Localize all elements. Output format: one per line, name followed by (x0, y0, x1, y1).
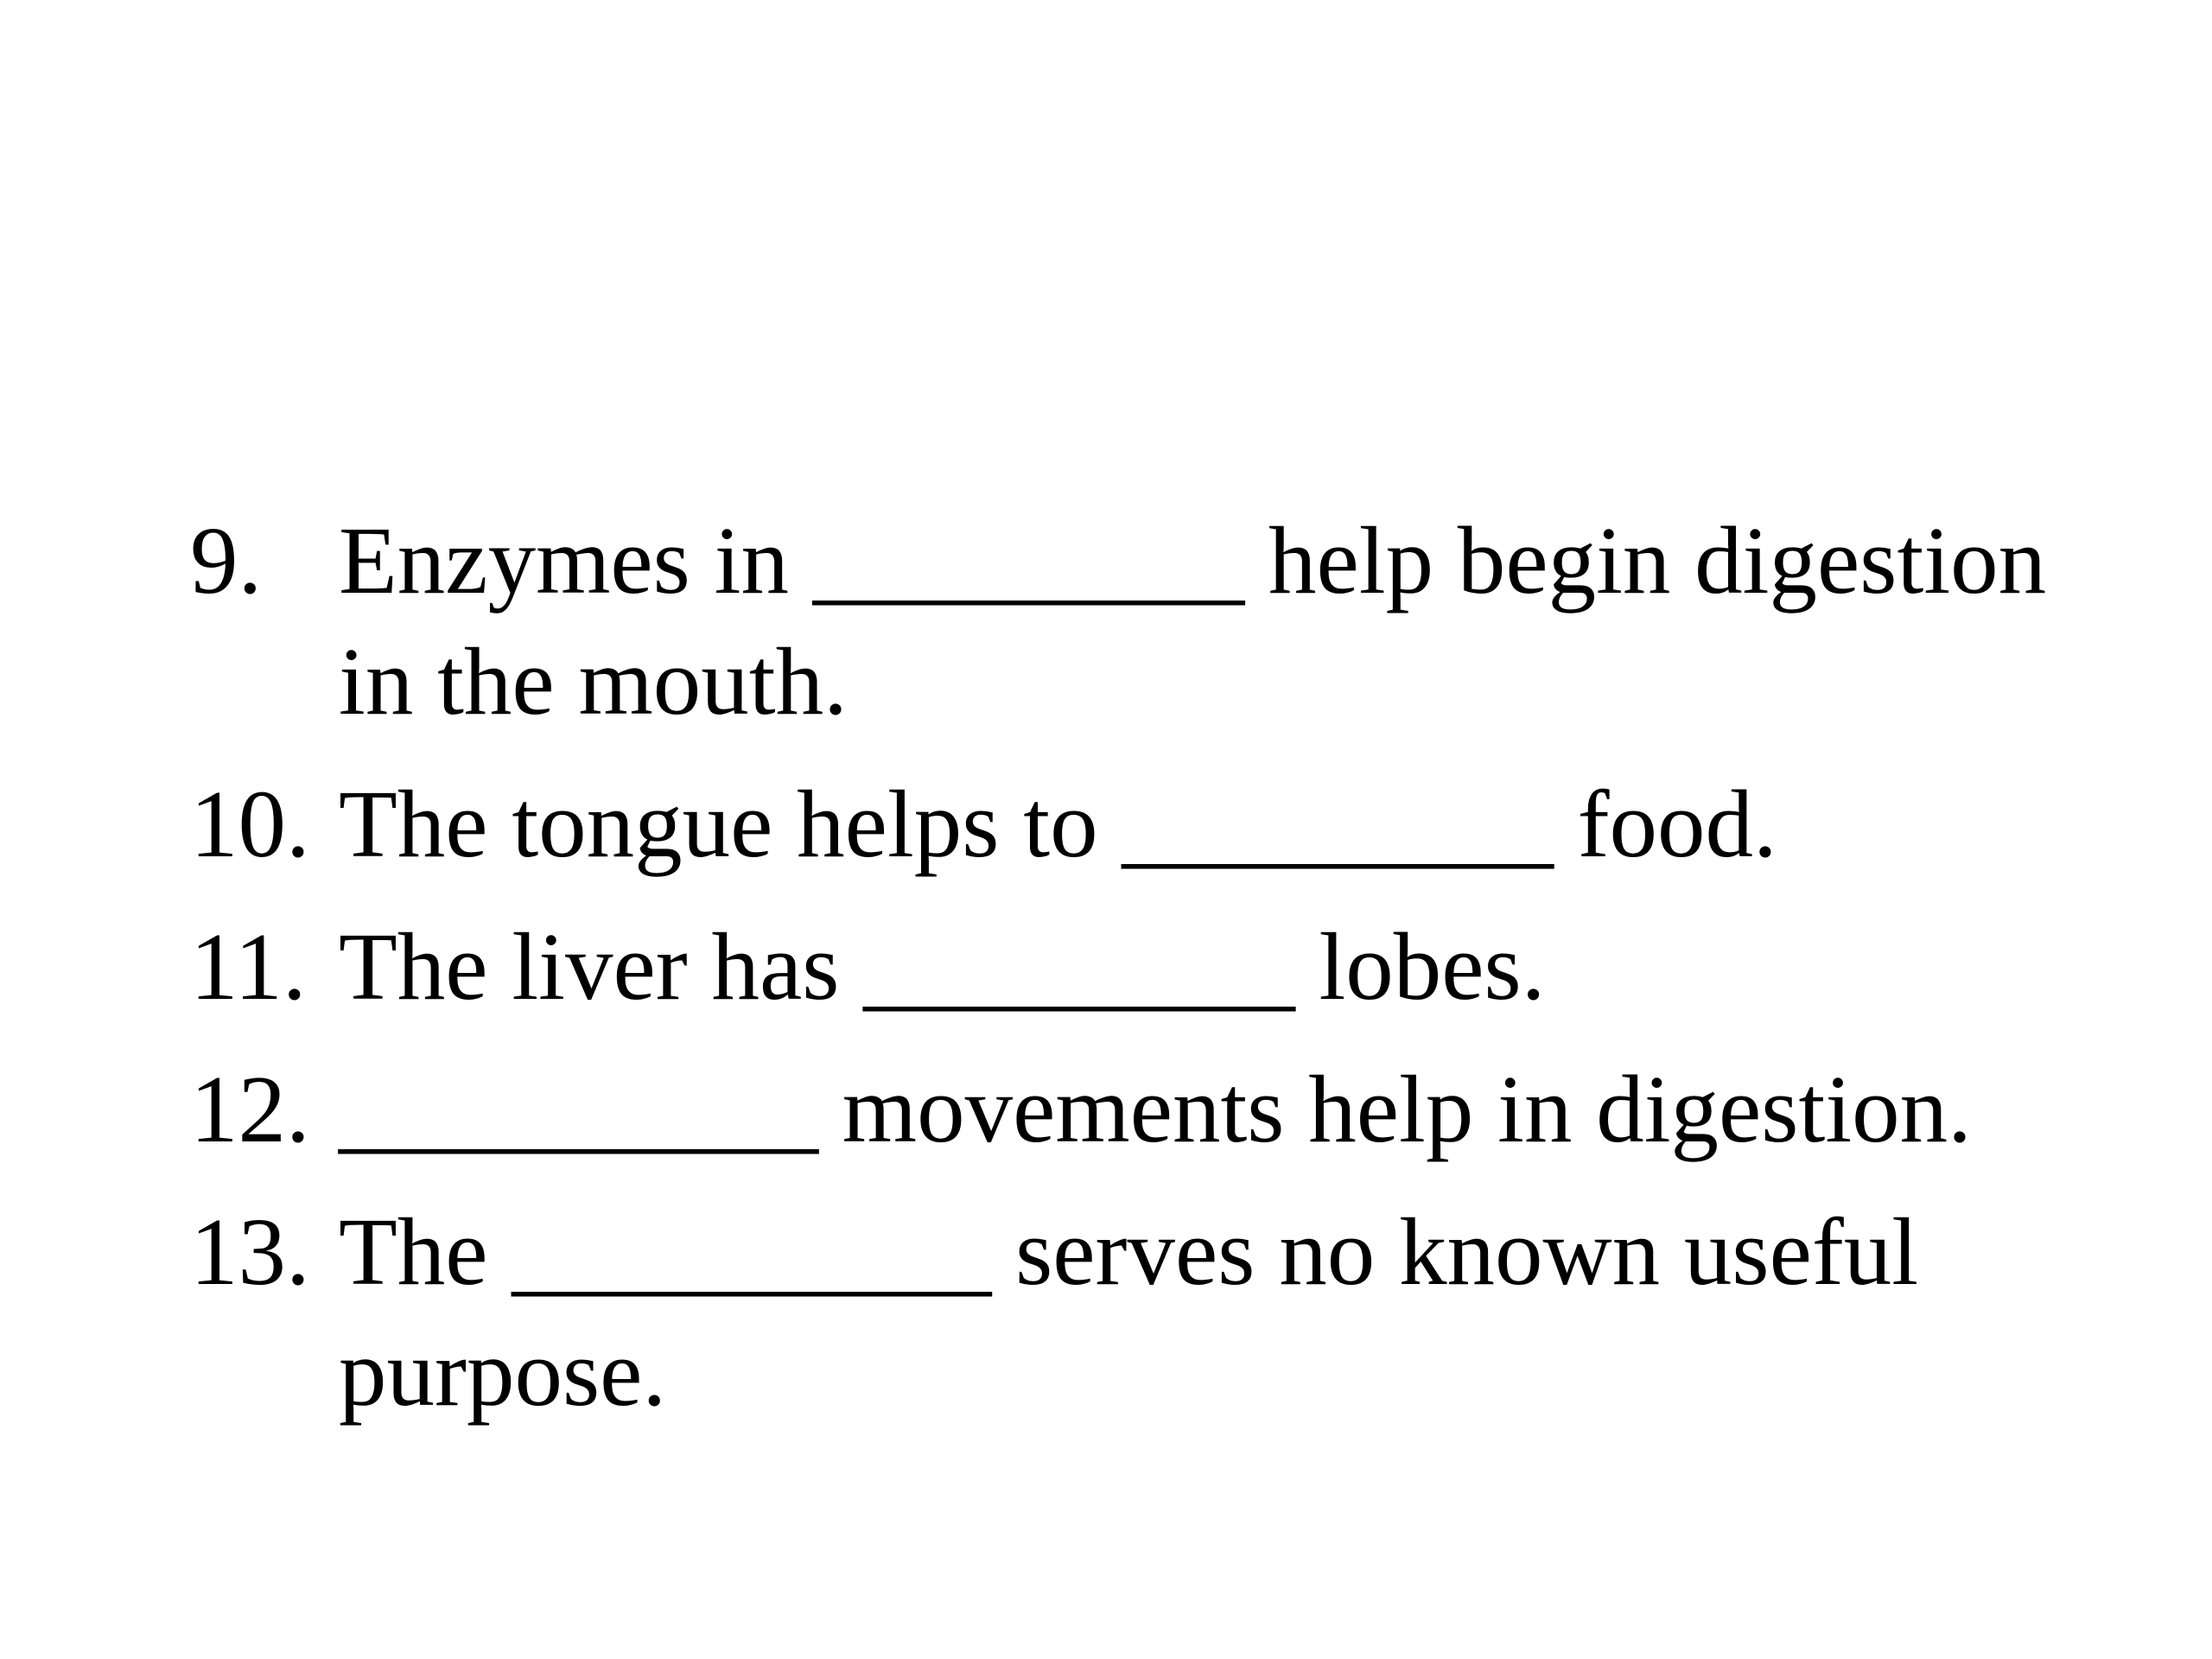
question-text-before: The (339, 1199, 512, 1306)
question-text-after: help begin digestion in the mouth. (339, 508, 2047, 735)
question-text (339, 765, 2091, 886)
question-item-13 (190, 1192, 2091, 1434)
question-number: 13. (190, 1199, 310, 1306)
question-number: 11. (190, 914, 307, 1020)
question-item-12 (190, 1050, 2091, 1171)
answer-blank: _________ (863, 914, 1295, 1020)
question-text-before: The tongue helps to (339, 772, 1122, 878)
question-text (339, 1192, 2091, 1434)
question-item-11 (190, 907, 2091, 1028)
question-item-10 (190, 765, 2091, 886)
answer-blank: _________ (1122, 772, 1554, 878)
question-text-after: food. (1553, 772, 1777, 878)
question-number: 9. (190, 508, 263, 614)
question-list (190, 501, 2091, 1456)
question-text (339, 501, 2091, 743)
question-number: 10. (190, 772, 310, 878)
answer-blank: _________ (812, 508, 1245, 614)
question-text (339, 907, 2091, 1028)
question-text-after: movements help in digestion. (818, 1057, 1972, 1163)
answer-blank: __________ (339, 1057, 818, 1163)
question-text-before: The liver has (339, 914, 864, 1020)
question-text-after: lobes. (1294, 914, 1546, 1020)
question-number: 12. (190, 1057, 310, 1163)
answer-blank: __________ (512, 1199, 992, 1306)
question-text-after: serves no known useful purpose. (339, 1199, 1919, 1427)
question-item-9 (190, 501, 2091, 743)
question-text-before: Enzymes in (339, 508, 813, 614)
question-text (339, 1050, 2091, 1171)
